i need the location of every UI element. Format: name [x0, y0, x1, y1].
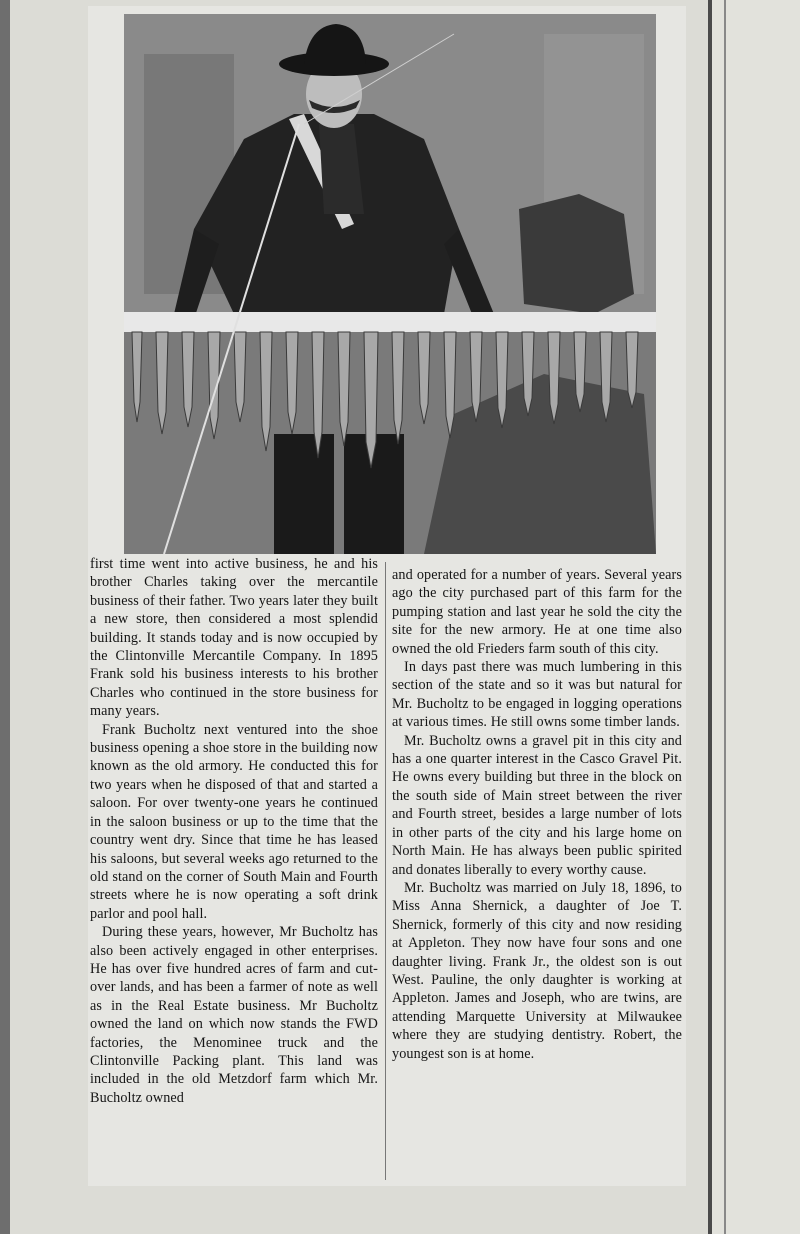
left-paragraph-1: first time went into active business, he and his brother Charles taking over the mercantile business of their father. Two years later they built a new store, then considered a most splendid building. It stands today and is now occupied by the Clintonville Mercantile Company. In 1895 Frank sold his business interests to his brother Charles who continued in the store business for many years. — [90, 556, 378, 720]
right-paragraph-3: Mr. Bucholtz owns a gravel pit in this city and has a one quarter interest in the Casco Gravel Pit. He owns every building but three in the block on the south side of Main street between the river and Fourth street, besides a large number of lots in other parts of the city and his large home on North Main. He has always been public spirited and donates liberally to every worthy cause. — [392, 732, 682, 878]
right-paragraph-1: and operated for a number of years. Several years ago the city purchased part of this farm for the pumping station and last year he sold the city the site for the new armory. He at one time also owned the old Frieders farm south of this city. — [392, 567, 682, 657]
column-divider — [385, 562, 386, 1180]
portrait-photo — [124, 14, 656, 554]
right-paragraph-4: Mr. Bucholtz was married on July 18, 1896, to Miss Anna Shernick, a daughter of Joe T. Shernick, formerly of this city and now residing at Appleton. They now have four sons and one daughter living. Frank Jr., the oldest son is out West. Pauline, the only daughter is working at Appleton. James and Joseph, who are twins, are attending Marquette University at Milwaukee where they are studying dentistry. Robert, the youngest son is at home. — [392, 879, 682, 1062]
page-edge-inner — [724, 0, 726, 1234]
right-paragraph-2: In days past there was much lumbering in this section of the state and so it was but natural for Mr. Bucholtz to be engaged in logging operations at various times. He still owns some timber lands. — [392, 659, 682, 731]
article-right-column — [392, 566, 682, 1063]
article-left-column — [90, 555, 378, 1107]
left-paragraph-2: Frank Bucholtz next ventured into the shoe business opening a shoe store in the building now known as the old armory. He conducted this for two years when he disposed of that and started a saloon. For over twenty-one years he continued in the saloon business or up to the time that the country went dry. Since that time he has leased his saloons, but several weeks ago returned to the old stand on the corner of South Main and Fourth streets where he is now operating a soft drink parlor and pool hall. — [90, 721, 378, 922]
fisherman-photo-illustration — [124, 14, 656, 554]
left-paragraph-3: During these years, however, Mr Bucholtz has also been actively engaged in other enterprises. He has over five hundred acres of farm and cut-over lands, and has been a farmer of note as well as in the Real Estate business. Mr Bucholtz owned the land on which now stands the FWD factories, the Menominee truck and the Clintonville Packing plant. This land was included in the old Metzdorf farm which Mr. Bucholtz owned — [90, 924, 378, 1106]
